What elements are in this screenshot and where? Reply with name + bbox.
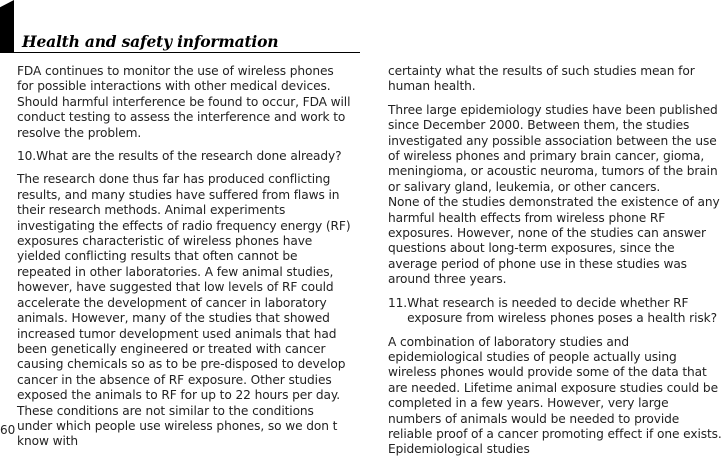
paragraph: certainty what the results of such studies mean for human health. <box>388 64 695 94</box>
numbered-question <box>388 296 722 327</box>
page-number: 60 <box>0 423 16 437</box>
section-title: Health and safety information <box>22 32 279 51</box>
question-number: 11. <box>388 295 408 310</box>
paragraph: FDA continues to monitor the use of wireless phones for possible interactions with other medical devices. Should harmful interference be found to occur, FDA will conduct testing to assess the interference and work to resolve the problem. <box>17 64 351 140</box>
header-accent-bar <box>0 0 14 52</box>
paragraph: Three large epidemiology studies have been published since December 2000. Between them, the studies investigated any possible association between the use of wireless phones and primary brain cancer, gioma, meningioma, or acoustic neuroma, tumors of the brain or salivary gland, leukemia, or other cancers. <box>388 102 718 194</box>
question-text: What are the results of the research done already? <box>36 149 342 164</box>
paragraph: None of the studies demonstrated the existence of any harmful health effects from wireless phone RF exposures. However, none of the studies can answer questions about long-term exposures, since the average period of phone use in these studies was around three years. <box>388 195 720 287</box>
question-text: What research is needed to decide whether RF exposure from wireless phones poses a health risk? <box>407 295 717 326</box>
paragraph: The research done thus far has produced conflicting results, and many studies have suffered from flaws in their research methods. Animal experiments investigating the effects of radio frequency energy (RF) exposures characteristic of wireless phones have yielded conflicting results that often cannot be repeated in other laboratories. A few animal studies, however, have suggested that low levels of RF could accelerate the development of cancer in laboratory animals. However, many of the studies that showed increased tumor development used animals that had been genetically engineered or treated with cancer causing chemicals so as to be pre-disposed to develop cancer in the absence of RF exposure. Other studies exposed the animals to RF for up to 22 hours per day. These conditions are not similar to the conditions under which people use wireless phones, so we don t know with <box>17 172 351 449</box>
header-divider <box>0 52 360 53</box>
numbered-question <box>17 149 351 164</box>
right-column <box>388 64 722 466</box>
question-number: 10. <box>17 149 37 164</box>
left-column <box>17 64 351 458</box>
paragraph: A combination of laboratory studies and epidemiological studies of people actually using wireless phones would provide some of the data that are needed. Lifetime animal exposure studies could be completed in a few years. However, very large numbers of animals would be needed to provide reliable proof of a cancer promoting effect if one exists. Epidemiological studies <box>388 334 722 457</box>
